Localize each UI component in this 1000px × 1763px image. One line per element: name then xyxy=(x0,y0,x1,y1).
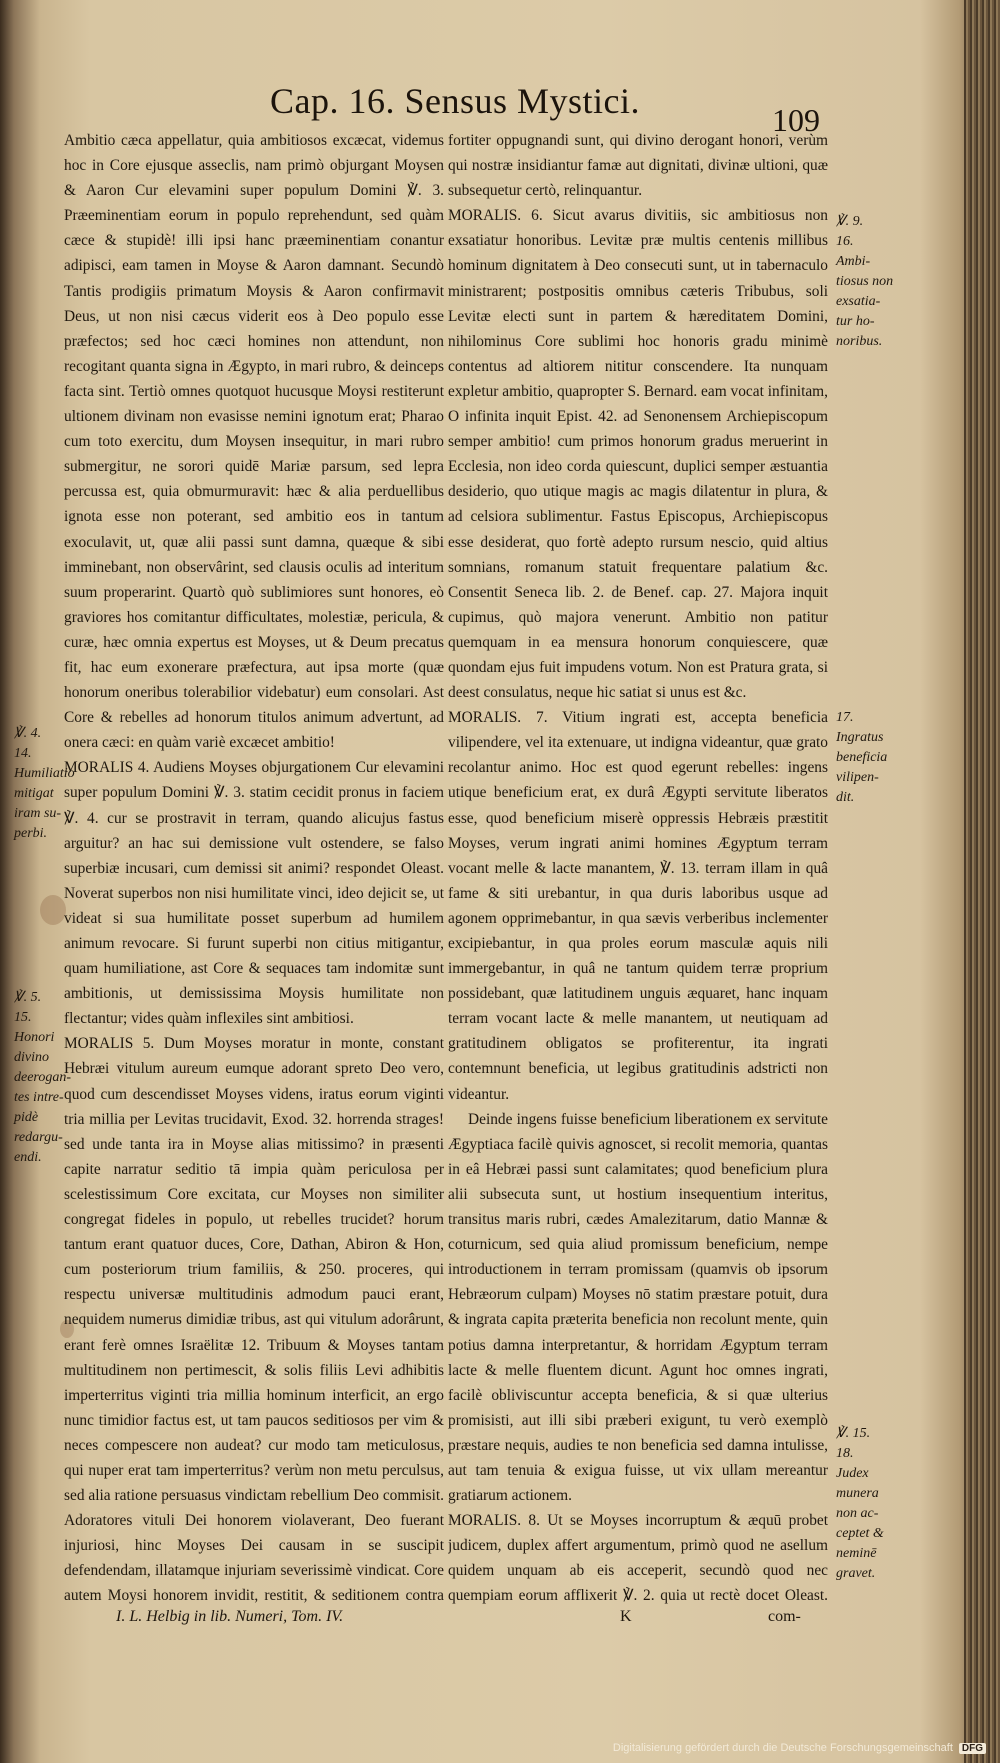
paragraph: MORALIS 4. Audiens Moyses objurgationem Cur elevamini super populum Domini ℣. 3. statim cecidit pronus in faciem ℣. 4. cur se prostravit in terram, quando alicujus fastus arguitur? an hac sui demissione vult ostendere, se falso superbiæ incusari, cum demissi sit animi? respondet Oleast. Noverat superbos non nisi humilitate vinci, ideo dejicit se, ut videat si sua humilitate posset superbum ad humilem animum revocare. Si furunt superbi non citius mitigantur, quam humiliatione, ast Core & sequaces tam indomitæ sunt ambitionis, ut demississima Moysis humilitate non flectantur; vides quàm inflexiles sint ambitiosi. xyxy=(64,759,444,1028)
paragraph: Ambitio cæca appellatur, quia ambitiosos excæcat, videmus hoc in Core ejusque asseclis, nam primò objurgant Moysen & Aaron Cur elevamini super populum Domini ℣. 3. Præeminentiam eorum in populo reprehendunt, sed quàm cæce & stupidè! illi ipsi hanc præeminentiam conantur adipisci, eam tamen in Moyse & Aaron damnant. Secundò Tantis prodigiis primatum Moysis & Aaron confirmavit Deus, ut non nisi cæcus viderit eos à Deo populo esse præfectos; sed hoc cæci homines non attendunt, non recogitant quanta signa in Ægypto, in mari rubro, & deinceps facta sint. Tertiò omnes quotquot hucusque Moysi restiterunt ultionem divinam non evasisse nemini ignotum erat; Pharao cum toto exercitu, dum Moysen insequitur, in mari rubro submergitur, ne sorori quidē Mariæ parsum, sed lepra percussa est, quia obmurmuravit: hæc & alia perduellibus ignota esse non poterant, sed ambitio eos in tantum exoculavit, ut, quæ alii passi sunt damna, quæque & sibi imminebant, non observârint, sed clausis oculis ad interitum suum properarint. Quartò quò sublimiores sunt honores, eò graviores hos comitantur difficultates, molestiæ, pericula, & curæ, hæc omnia expertus est Moyses, ut & Deum precatus fit, hac eum exonerare præfectura, aut ipsa morte (quæ honorum oneribus tolerabilior videbatur) eum consolari. Ast Core & rebelles ad honorum titulos animum advertunt, ad onera cæci: en quàm variè excæcet ambitio! xyxy=(64,132,444,752)
signature-mark: K xyxy=(620,1608,632,1625)
paragraph: MORALIS 5. Dum Moyses moratur in monte, constant Hebræi vitulum aureum eumque adorant spreto Deo vero, quod cum descendisset Moyses videns, iratus eorum viginti tria millia per Levitas trucidavit, Exod. 32. horrenda strages! sed unde tanta ira in Moyse alias mitissimo? in præsenti capite narratur seditio tā impia quàm periculosa per scelestissimum Core excitata, cur Moyses non similiter congregat fideles in populo, ut rebelles trucidet? horum tantum erant quatuor duces, Core, Dathan, Abiron & Hon, cum posteriorum trium familiis, & 250. proceres, qui respectu universæ multitudinis admodum pauci erant, nequidem numerus dimidiæ tribus, ast qui vitulum adorârunt, erant ferè omnes Israëlitæ 12. Tribuum & Moyses tantam multitudinem non pertimescit, & solis filiis Levi adhibitis imperterritus viginti tria millia hominum interficit, an ergo nunc timidior factus est, ut tam paucos seditiosos per vim & neces compescere non audeat? cur modo tam meticulosus, qui nuper erat tam imperterritus? verùm non metu perculsus, sed alia ratione persuasus vindictam rebellium Deo commisit. Adoratores vituli Dei honorem violaverant, Deo fuerant injuriosi, hinc Moyses Dei causam in se suscipit defendendam, illatamque injuriam severissimè vindicat. Core autem Moysi honorem invidit, restitit, & seditionem contra xyxy=(64,1035,444,1605)
dfg-logo-icon: DFG xyxy=(959,1743,986,1754)
paragraph: Deinde ingens fuisse beneficium liberationem ex servitute Ægyptiaca facilè quivis agnoscet, si recolit memoria, quantas in eâ Hebræi passi sunt calamitates; quod beneficium plura alii subsecuta sunt, ut hostium insequentium interitus, transitus maris rubri, cædes Amalezitarum, datio Mannæ & coturnicum, sed quia aliud promissum beneficium, nempe introductionem in terram promissam (quamvis ob ipsorum Hebræorum culpam) Moyses nō statim præstare potuit, dura & ingrata capita præterita beneficia non recolunt mente, quin potius damna interpretantur, & horridam Ægyptum terram lacte & melle fluentem dicunt. Agunt hoc omnes ingrati, facilè obliviscuntur accepta beneficia, & si quæ ulterius promisisti, aut illi sibi præberi exigunt, tu verò exemplò præstare nequis, audies te non beneficia sed damna intulisse, aut tam tenuia & exigua fuisse, ut vix ullam mereantur gratiarum actionem. xyxy=(448,1110,828,1505)
ink-stain xyxy=(40,895,66,925)
left-column xyxy=(64,128,444,1608)
margin-note: ℣. 4. 14. Humiliatio mitigat iram su- perbi. xyxy=(14,726,75,841)
paragraph: MORALIS. 6. Sicut avarus divitiis, sic ambitiosus non exsatiatur honoribus. Levitæ præ multis centenis millibus hominum dignitatem à Deo consecuti sunt, ut in tabernaculo ministrarent; postpositis omnibus cæteris Tribubus, soli Levitæ electi sunt in partem & hæreditatem Domini, nihilominus Core sublimi hoc honoris gradu minimè contentus ad altiorem nititur conscendere. Ita nunquam expletur ambitio, quapropter S. Bernard. eam vocat infinitam, O infinita inquit Epist. 42. ad Senonensem Archiepiscopum semper ambitio! cum primos honorum gradus meruerint in Ecclesia, non ideo corda quiescunt, duplici semper æstuantia desiderio, quo utique magis ac magis dilatentur in plura, & ad celsiora sublimentur. Fastus Episcopus, Archiepiscopus esse desiderat, quo fortè adepto rursum nescio, quid altius somnians, romanum statuit frequentare palatium &c. Consentit Seneca lib. 2. de Benef. cap. 27. Majora inquit cupimus, quò majora venerunt. Ambitio non patitur quemquam in ea mensura honorum conquiescere, quæ quondam ejus fuit impudens votum. Non est Pratura grata, si deest consulatus, neque hic satiat si unus est &c. xyxy=(448,207,828,702)
digitization-credit xyxy=(613,1742,986,1754)
credit-text: Digitalisierung gefördert durch die Deutsche Forschungsgemeinschaft xyxy=(612,1742,953,1754)
margin-note: ℣. 9. 16. Ambi- tiosus non exsatia- tur ho- noribus. xyxy=(836,214,894,349)
right-column xyxy=(448,128,828,1608)
catchword: com- xyxy=(768,1608,801,1625)
margin-note: ℣. 15. 18. Judex munera non ac- ceptet & neminē gravet. xyxy=(836,1426,884,1581)
paragraph: fortiter oppugnandi sunt, qui divino derogant honori, verùm qui nostræ insidiantur famæ aut dignitati, divinæ ultioni, quæ subsequetur certò, relinquantur. xyxy=(448,132,828,200)
paragraph: MORALIS. 7. Vitium ingrati est, accepta beneficia vilipendere, vel ita extenuare, ut indigna videantur, quæ grato recolantur animo. Hoc est quod egerunt rebelles: ingens utique beneficium erat, ex durâ Ægypti servitute liberatos esse, quod beneficium miserè oppressis Hebræis præstitit Moyses, verum ingrati animi homines Ægyptum terram vocant melle & lacte manantem, ℣. 13. terram illam in quâ fame & siti urebantur, in qua duris laboribus usque ad agonem opprimebantur, in qua sævis verberibus inclementer excipiebantur, in qua proles eorum masculæ aquis nili immergebantur, in quâ ne tantum quidem terræ proprium possidebant, quæ latitudinem unguis æquaret, hanc inquam terram vocant lacte & melle manantem, ut neutiquam ad gratitudinem obligatos se profiterentur, ita ingrati contemnunt beneficia, ut legibus gratitudinis adstricti non videantur. xyxy=(448,709,828,1103)
book-edge xyxy=(964,0,1000,1763)
paragraph: MORALIS. 8. Ut se Moyses incorruptum & æquū probet judicem, duplex affert argumentum, primò quod ne asellum quidem unquam ab eis acceperit, secundò quod nec quempiam eorum afflixerit ℣. 2. quia ut rectè docet Oleast. xyxy=(448,1512,828,1605)
signature-line: I. L. Helbig in lib. Numeri, Tom. IV. xyxy=(116,1608,344,1625)
running-title: Cap. 16. Sensus Mystici. xyxy=(270,81,641,121)
page-number: 109 xyxy=(772,102,820,138)
margin-note: 17. Ingratus beneficia vilipen- dit. xyxy=(836,710,888,805)
margin-note: ℣. 5. 15. Honori divino deerogan- tes intre- pidè redargu- endi. xyxy=(14,990,72,1165)
